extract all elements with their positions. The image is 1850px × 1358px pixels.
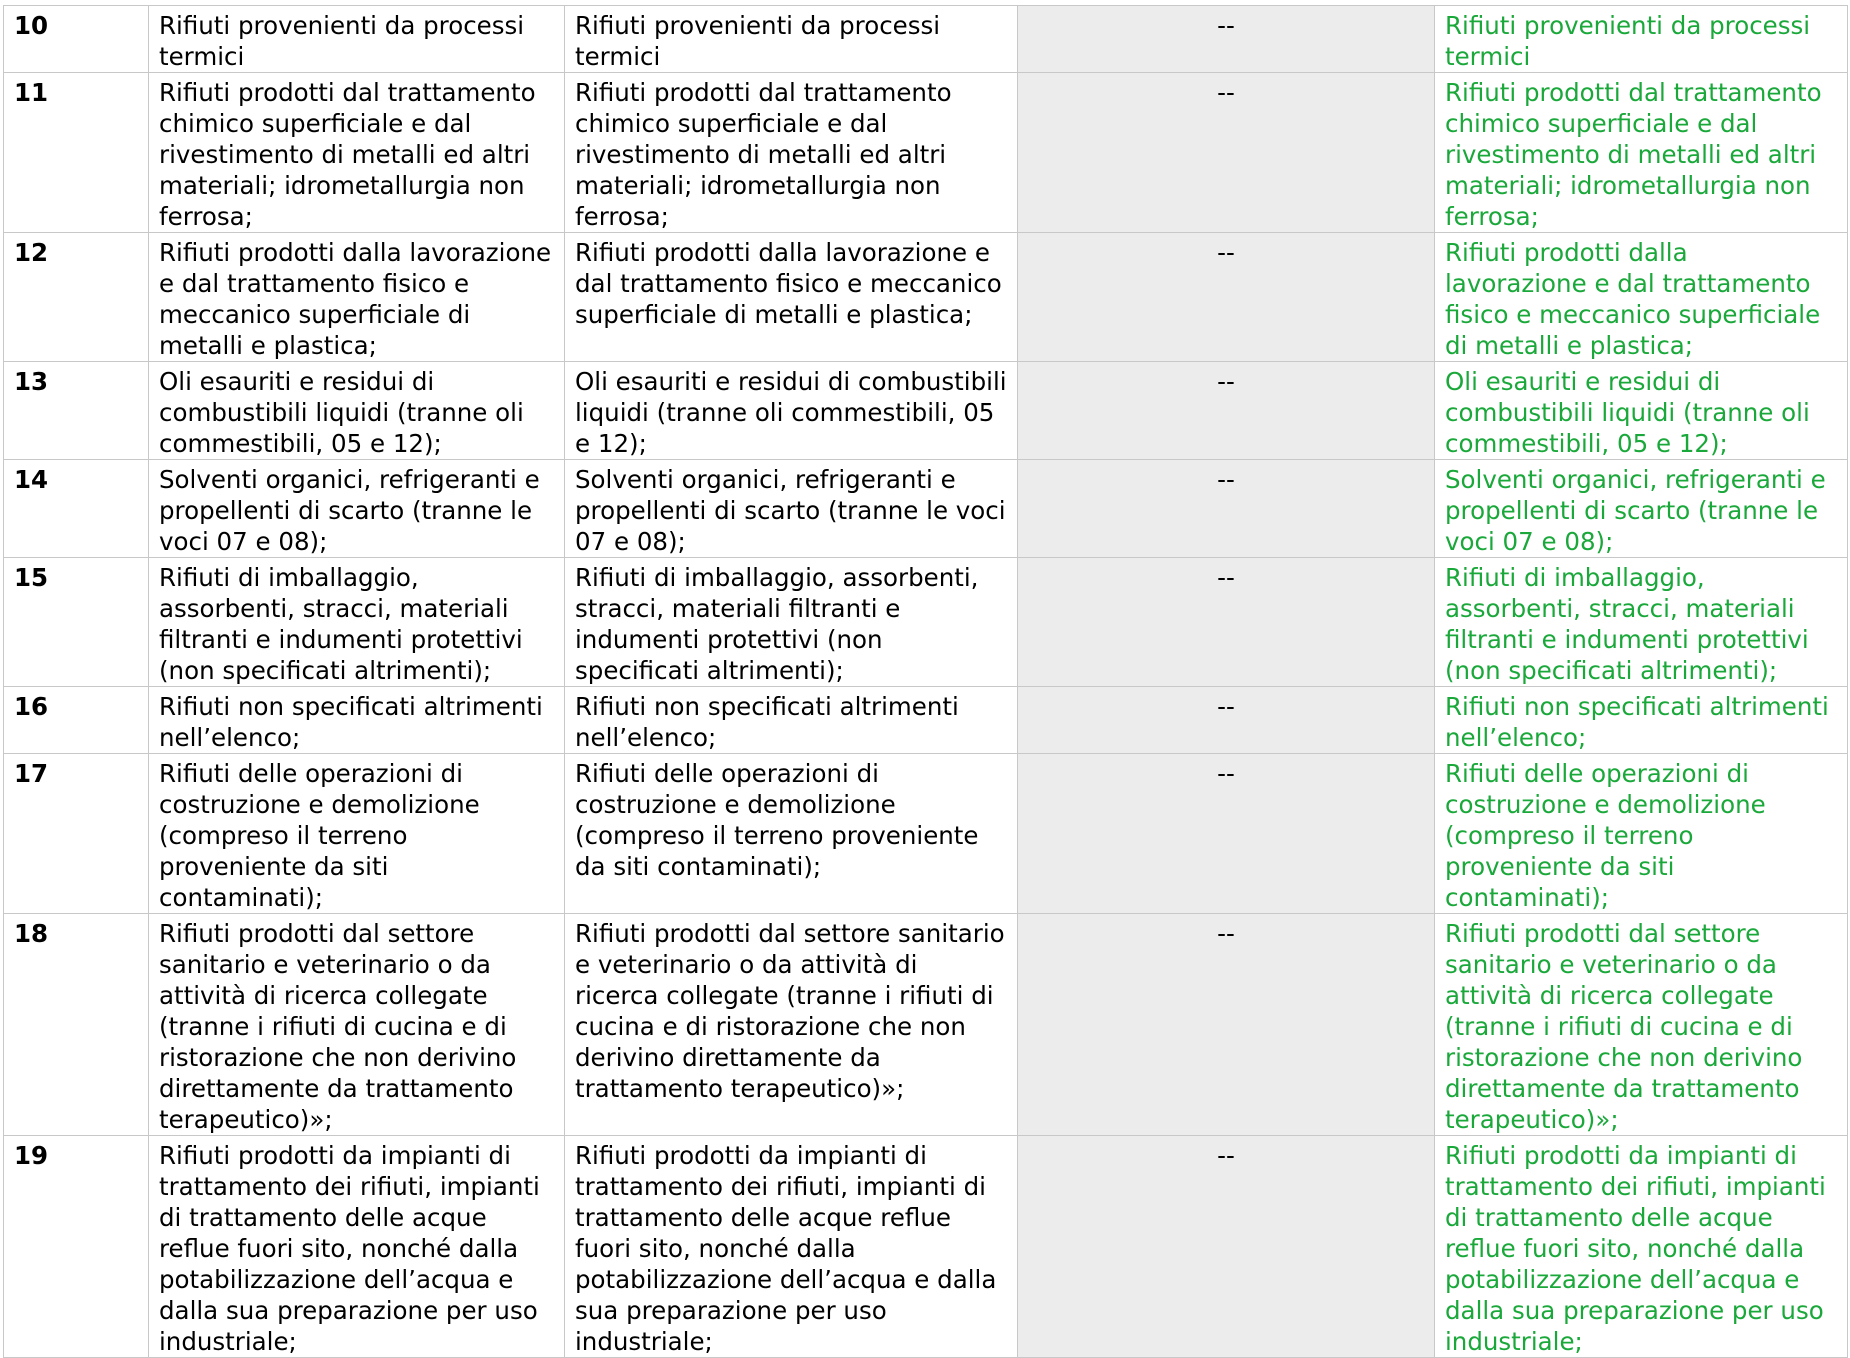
row-code: 14 xyxy=(4,460,149,558)
row-code: 13 xyxy=(4,362,149,460)
description-cell: Rifiuti prodotti dalla lavorazione e dal trattamento fisico e meccanico superficiale di metalli e plastica; xyxy=(565,233,1018,362)
empty-marker-cell: -- xyxy=(1018,460,1435,558)
updated-description-cell: Solventi organici, refrigeranti e propellenti di scarto (tranne le voci 07 e 08); xyxy=(1435,460,1848,558)
description-cell: Rifiuti provenienti da processi termici xyxy=(565,6,1018,73)
updated-description-cell: Rifiuti prodotti dal settore sanitario e veterinario o da attività di ricerca collegate (tranne i rifiuti di cucina e di ristorazione che non derivino direttamente da trattamento terapeutico)»; xyxy=(1435,914,1848,1136)
empty-marker-cell: -- xyxy=(1018,1136,1435,1358)
description-cell: Rifiuti delle operazioni di costruzione e demolizione (compreso il terreno proveniente da siti contaminati); xyxy=(149,754,565,914)
row-code: 15 xyxy=(4,558,149,687)
row-code: 18 xyxy=(4,914,149,1136)
updated-description-cell: Rifiuti prodotti dalla lavorazione e dal trattamento fisico e meccanico superficiale di metalli e plastica; xyxy=(1435,233,1848,362)
row-code: 17 xyxy=(4,754,149,914)
description-cell: Rifiuti non specificati altrimenti nell’elenco; xyxy=(149,687,565,754)
updated-description-cell: Rifiuti prodotti da impianti di trattamento dei rifiuti, impianti di trattamento delle acque reflue fuori sito, nonché dalla potabilizzazione dell’acqua e dalla sua preparazione per uso industriale; xyxy=(1435,1136,1848,1358)
description-cell: Rifiuti di imballaggio, assorbenti, stracci, materiali filtranti e indumenti protettivi (non specificati altrimenti); xyxy=(565,558,1018,687)
description-cell: Rifiuti prodotti dalla lavorazione e dal trattamento fisico e meccanico superficiale di metalli e plastica; xyxy=(149,233,565,362)
empty-marker-cell: -- xyxy=(1018,362,1435,460)
table-row xyxy=(4,914,1848,1136)
waste-codes-table xyxy=(3,5,1848,1358)
description-cell: Rifiuti prodotti dal settore sanitario e veterinario o da attività di ricerca collegate (tranne i rifiuti di cucina e di ristorazione che non derivino direttamente da trattamento terapeutico)»; xyxy=(565,914,1018,1136)
table-row xyxy=(4,460,1848,558)
description-cell: Solventi organici, refrigeranti e propellenti di scarto (tranne le voci 07 e 08); xyxy=(565,460,1018,558)
row-code: 10 xyxy=(4,6,149,73)
updated-description-cell: Rifiuti non specificati altrimenti nell’elenco; xyxy=(1435,687,1848,754)
description-cell: Solventi organici, refrigeranti e propellenti di scarto (tranne le voci 07 e 08); xyxy=(149,460,565,558)
updated-description-cell: Rifiuti provenienti da processi termici xyxy=(1435,6,1848,73)
description-cell: Oli esauriti e residui di combustibili liquidi (tranne oli commestibili, 05 e 12); xyxy=(149,362,565,460)
empty-marker-cell: -- xyxy=(1018,914,1435,1136)
description-cell: Oli esauriti e residui di combustibili liquidi (tranne oli commestibili, 05 e 12); xyxy=(565,362,1018,460)
row-code: 11 xyxy=(4,73,149,233)
table-row xyxy=(4,558,1848,687)
description-cell: Rifiuti di imballaggio, assorbenti, stracci, materiali filtranti e indumenti protettivi (non specificati altrimenti); xyxy=(149,558,565,687)
table-row xyxy=(4,233,1848,362)
description-cell: Rifiuti delle operazioni di costruzione e demolizione (compreso il terreno proveniente da siti contaminati); xyxy=(565,754,1018,914)
description-cell: Rifiuti non specificati altrimenti nell’elenco; xyxy=(565,687,1018,754)
empty-marker-cell: -- xyxy=(1018,233,1435,362)
empty-marker-cell: -- xyxy=(1018,754,1435,914)
description-cell: Rifiuti prodotti dal trattamento chimico superficiale e dal rivestimento di metalli ed altri materiali; idrometallurgia non ferrosa; xyxy=(149,73,565,233)
row-code: 16 xyxy=(4,687,149,754)
table-row xyxy=(4,1136,1848,1358)
empty-marker-cell: -- xyxy=(1018,687,1435,754)
empty-marker-cell: -- xyxy=(1018,6,1435,73)
table-row xyxy=(4,6,1848,73)
description-cell: Rifiuti prodotti dal settore sanitario e veterinario o da attività di ricerca collegate (tranne i rifiuti di cucina e di ristorazione che non derivino direttamente da trattamento terapeutico)»; xyxy=(149,914,565,1136)
updated-description-cell: Rifiuti prodotti dal trattamento chimico superficiale e dal rivestimento di metalli ed altri materiali; idrometallurgia non ferrosa; xyxy=(1435,73,1848,233)
empty-marker-cell: -- xyxy=(1018,558,1435,687)
row-code: 12 xyxy=(4,233,149,362)
updated-description-cell: Rifiuti delle operazioni di costruzione e demolizione (compreso il terreno proveniente da siti contaminati); xyxy=(1435,754,1848,914)
table-row xyxy=(4,362,1848,460)
table-row xyxy=(4,754,1848,914)
updated-description-cell: Oli esauriti e residui di combustibili liquidi (tranne oli commestibili, 05 e 12); xyxy=(1435,362,1848,460)
empty-marker-cell: -- xyxy=(1018,73,1435,233)
description-cell: Rifiuti prodotti dal trattamento chimico superficiale e dal rivestimento di metalli ed altri materiali; idrometallurgia non ferrosa; xyxy=(565,73,1018,233)
table-row xyxy=(4,687,1848,754)
row-code: 19 xyxy=(4,1136,149,1358)
description-cell: Rifiuti prodotti da impianti di trattamento dei rifiuti, impianti di trattamento delle acque reflue fuori sito, nonché dalla potabilizzazione dell’acqua e dalla sua preparazione per uso industriale; xyxy=(149,1136,565,1358)
table-row xyxy=(4,73,1848,233)
description-cell: Rifiuti provenienti da processi termici xyxy=(149,6,565,73)
description-cell: Rifiuti prodotti da impianti di trattamento dei rifiuti, impianti di trattamento delle acque reflue fuori sito, nonché dalla potabilizzazione dell’acqua e dalla sua preparazione per uso industriale; xyxy=(565,1136,1018,1358)
updated-description-cell: Rifiuti di imballaggio, assorbenti, stracci, materiali filtranti e indumenti protettivi (non specificati altrimenti); xyxy=(1435,558,1848,687)
